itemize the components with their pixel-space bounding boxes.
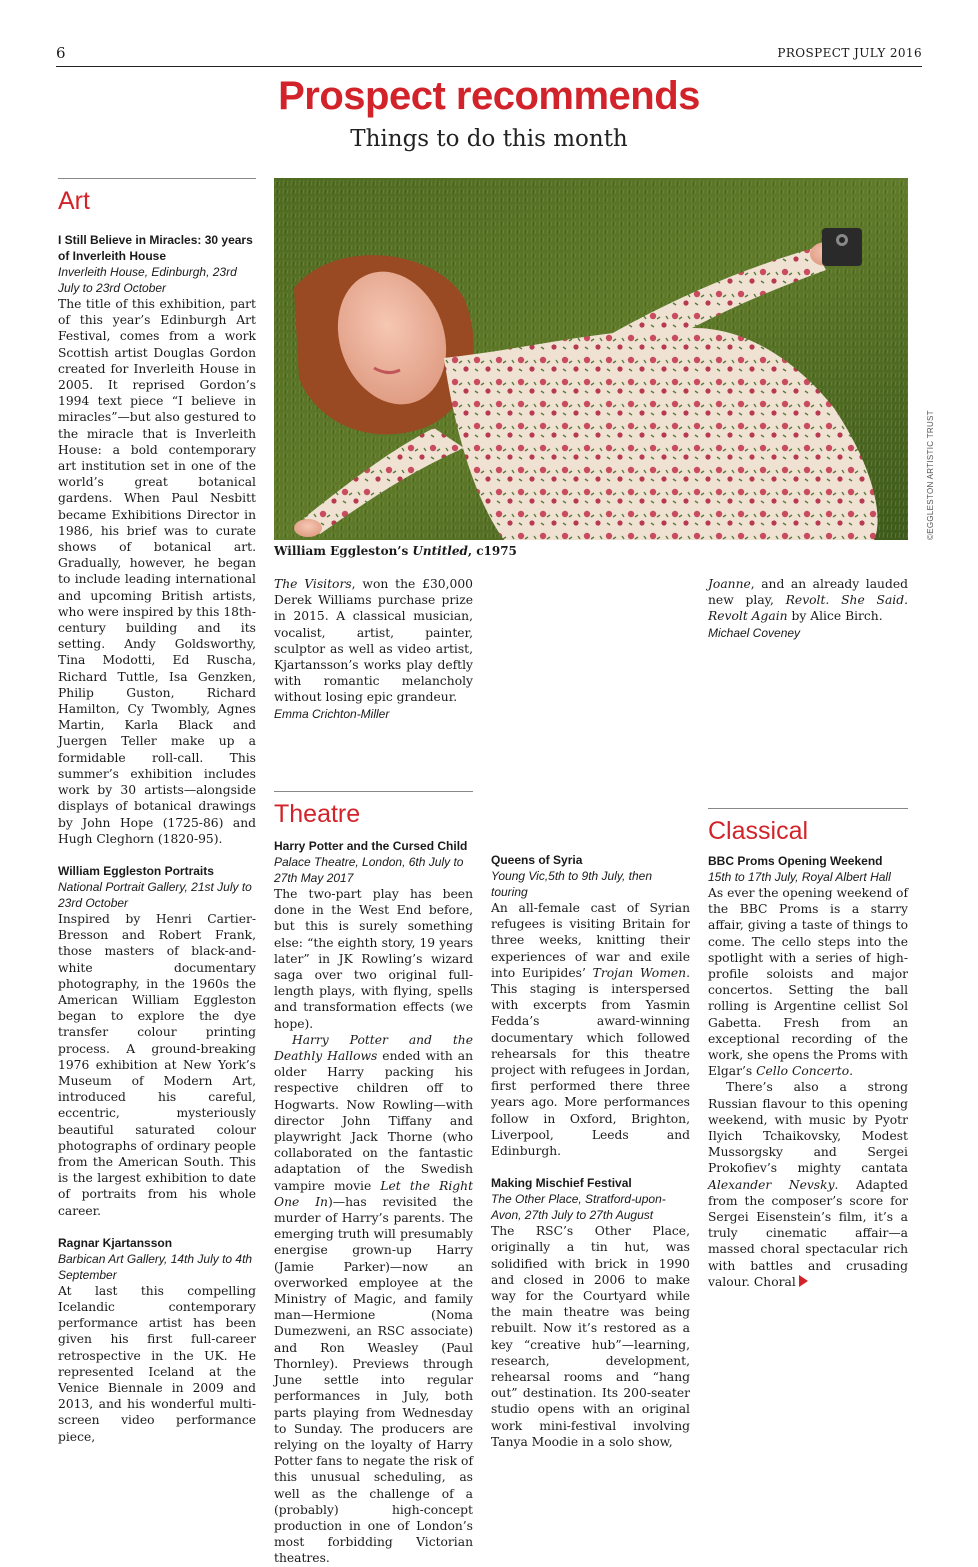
theatre-item-1-p1: The two-part play has been done in the West End before, but this is surely something else: “the eighth story, 19 years later” in JK Rowling’s wizard saga over two original full-length plays, with flying, spells and transformation effects (we hope).	[274, 887, 473, 1031]
column-2	[274, 576, 473, 722]
art-item-1-venue: Inverleith House, Edinburgh, 23rd July to 23rd October	[58, 265, 237, 295]
joanne-title: Joanne	[708, 577, 751, 591]
classical-item-1-p2-b: . Adapted from the composer’s score for Sergei Eisenstein’s film, it’s a truly cinematic affair—a massed choral spectacular rich with battles and crusading valour. Choral	[708, 1177, 908, 1289]
classical-item-1-p1-b: .	[849, 1064, 854, 1079]
classical-heading: Classical	[708, 817, 809, 845]
art-item-3-body-cont	[274, 576, 473, 706]
art-item-1-body: The title of this exhibition, part of this year’s Edinburgh Art Festival, comes from a work Scottish artist Douglas Gordon created for Inverleith House in 2005. It reprised Gordon’s 1994 text piece “I believe in miracles”—but also gestured to the miracle that is Inverleith House: a bold contemporary art institution set in one of the world’s great botanical gardens. When Paul Nesbitt became Exhibitions Director in 1986, his brief was to curate shows of botanical art. Gradually, however, he began to include leading international and upcoming British artists, who were inspired by this 18th-century building and its setting. Andy Goldsworthy, Tina Modotti, Ed Ruscha, Richard Tuttle, Isa Genzken, Philip Guston, Richard Hamilton, Cy Twombly, Agnes Martin, Karla Black and Juergen Teller make up a formidable roll-call. This summer’s exhibition includes work by 30 artists—alongside displays of botanical drawings by John Hope (1725-86) and Hugh Cleghorn (1820-95).	[58, 297, 256, 846]
art-author: Emma Crichton-Miller	[274, 706, 390, 721]
classical-item-1-venue: 15th to 17th July, Royal Albert Hall	[708, 870, 891, 884]
deathly-hallows-title: Harry Potter and the Deathly Hallows	[274, 1032, 473, 1064]
theatre-rule	[274, 791, 473, 792]
caption-title: Untitled	[412, 544, 468, 558]
alexander-nevsky-title: Alexander Nevsky	[708, 1177, 835, 1192]
issue-label: PROSPECT JULY 2016	[777, 46, 922, 60]
theatre-heading: Theatre	[274, 800, 361, 828]
theatre-item-1-p2-b: )—has revisited the murder of Harry’s parents. The emerging truth will presumably energise grown-up Harry (Jamie Parker)—now an overworked employee at the Ministry of Magic, and family man—Hermione (Noma Dumezweni, an RSC associate) and Ron Weasley (Paul Thornley). Previews through June settle into regular performances in July, both parts playing from Wednesday to Sunday. The producers are relying on the loyalty of Harry Potter fans to negate the risk of this unusual scheduling, as well as the challenge of a (probably) high-concept production in one of London’s most forbidding Victorian theatres.	[274, 1194, 473, 1566]
photo-caption	[274, 544, 517, 558]
theatre-item-3-body-a: The RSC’s Other Place, originally a tin hut, was solidified with brick in 1990 and closed in 2006 to make way for the Courtyard while the main theatre was being rebuilt. Now it’s restored as a key “creative hub”—learning, research, development, rehearsal rooms and “hang out” destination. Its 200-seater studio opens with an original work mini-festival involving Tanya Moodie in a solo show,	[491, 1224, 690, 1449]
theatre-item-1-p2	[274, 1032, 473, 1567]
art-rule	[58, 178, 256, 179]
art-item-2-venue: National Portrait Gallery, 21st July to 23rd October	[58, 879, 252, 910]
theatre-item-2-title: Queens of Syria	[491, 853, 583, 867]
theatre-column	[274, 838, 473, 1567]
art-item-2-title: William Eggleston Portraits	[58, 863, 214, 878]
theatre-item-3-body	[491, 1223, 690, 1450]
let-the-right-one-in-title: Let the Right One In	[274, 1178, 474, 1209]
theatre-item-3-body-cont	[708, 576, 908, 625]
art-item-3-venue: Barbican Art Gallery, 14th July to 4th September	[58, 1251, 253, 1282]
art-column	[58, 232, 256, 1445]
page-title: Prospect recommends	[278, 74, 700, 118]
cello-concerto-title: Cello Concerto	[756, 1064, 850, 1079]
classical-rule	[708, 808, 908, 809]
theatre-item-1-title: Harry Potter and the Cursed Child	[274, 839, 468, 853]
theatre-item-1-venue: Palace Theatre, London, 6th July to 27th May 2017	[274, 855, 464, 885]
classical-item-1-title: BBC Proms Opening Weekend	[708, 854, 883, 868]
theatre-item-3-title: Making Mischief Festival	[491, 1176, 632, 1191]
theatre-item-2-body	[491, 900, 690, 1159]
theatre-item-2-body-a: An all-female cast of Syrian refugees is visiting Britain for three weeks, knitting their experiences of war and exile into Euripides’	[491, 901, 690, 980]
theatre-item-3-body-c: by Alice Birch.	[787, 609, 883, 624]
art-heading: Art	[58, 187, 90, 215]
trojan-women-title: Trojan Women	[592, 965, 687, 980]
continue-arrow-icon	[799, 1275, 808, 1287]
the-visitors-title: The Visitors	[274, 577, 352, 591]
art-item-3-body-b: , won the £30,000 Derek Williams purchase prize in 2015. A classical musician, vocalist, artist, painter, sculptor as well as video artist, Kjartansson’s works play deftly with romantic melancholy without losing epic grandeur.	[274, 577, 473, 705]
classical-column	[708, 853, 908, 1290]
theatre-item-1-p2-a: ended with an older Harry packing his respective children off to Hogwarts. Now Rowling—with director John Tiffany and playwright Jack Thorne (who collaborated on the fantastic adaptation of the Swedish vampire movie	[274, 1049, 474, 1193]
classical-item-1-p2	[708, 1079, 908, 1290]
column-4	[708, 576, 908, 641]
art-item-2-body: Inspired by Henri Cartier-Bresson and Robert Frank, those masters of black-and-white documentary photography, in the 1960s the American William Eggleston began to explore the dye transfer colour printing process. A ground-breaking 1976 exhibition at New York’s Museum of Modern Art, introduced his careful, eccentric, mysteriously beautiful saturated colour photographs of ordinary people from the American South. This is the largest exhibition to date of portraits from his whole career.	[58, 911, 256, 1218]
page-number: 6	[56, 44, 66, 62]
photo-credit: ©EGGLESTON ARTISTIC TRUST	[926, 410, 935, 540]
page-subtitle: Things to do this month	[350, 126, 628, 152]
art-item-1-title: I Still Believe in Miracles: 30 years of Inverleith House	[58, 233, 253, 263]
art-item-3-body	[58, 1283, 256, 1445]
caption-suffix: , c1975	[467, 544, 517, 558]
classical-item-1-p2-a: There’s also a strong Russian flavour to this opening weekend, with music by Pyotr Ilyich Tchaikovsky, Modest Mussorgsky and Sergei Prokofiev’s mighty cantata	[708, 1080, 908, 1176]
theatre-item-2-venue: Young Vic,5th to 9th July, then touring	[491, 869, 653, 899]
theatre-item-3-venue: The Other Place, Stratford-upon-Avon, 27th July to 27th August	[491, 1192, 666, 1223]
theatre-item-2-body-b: . This staging is interspersed with excerpts from Yasmin Fedda’s award-winning documentary which followed rehearsals for this theatre project with refugees in Jordan, first performed there three years ago. More performances follow in Oxford, Brighton, Liverpool, Leeds and Edinburgh.	[491, 965, 690, 1159]
header-rule	[56, 66, 922, 67]
art-item-3-title: Ragnar Kjartansson	[58, 1235, 173, 1250]
classical-item-1-p1	[708, 885, 908, 1079]
revolt-title: Revolt. She Said. Revolt Again	[708, 593, 908, 624]
caption-prefix: William Eggleston’s	[274, 544, 413, 558]
theatre-item-3-body-b: , and an already lauded new play,	[708, 577, 908, 608]
art-item-3-body-a: At last this compelling Icelandic contemporary performance artist has been given his first full-career retrospective in the UK. He represented Iceland at the Venice Biennale in 2009 and 2013, and his wonderful multi-screen video performance piece,	[58, 1283, 256, 1444]
eggleston-photograph	[274, 178, 908, 540]
column-3	[491, 852, 690, 1450]
theatre-author: Michael Coveney	[708, 625, 801, 640]
classical-item-1-p1-a: As ever the opening weekend of the BBC Proms is a starry affair, giving a taste of things to come. The cello steps into the spotlight with a series of high-profile soloists and major concertos. Setting the ball rolling is Argentine cellist Sol Gabetta. Fresh from an exceptional recording of the work, she opens the Proms with Elgar’s	[708, 886, 909, 1079]
